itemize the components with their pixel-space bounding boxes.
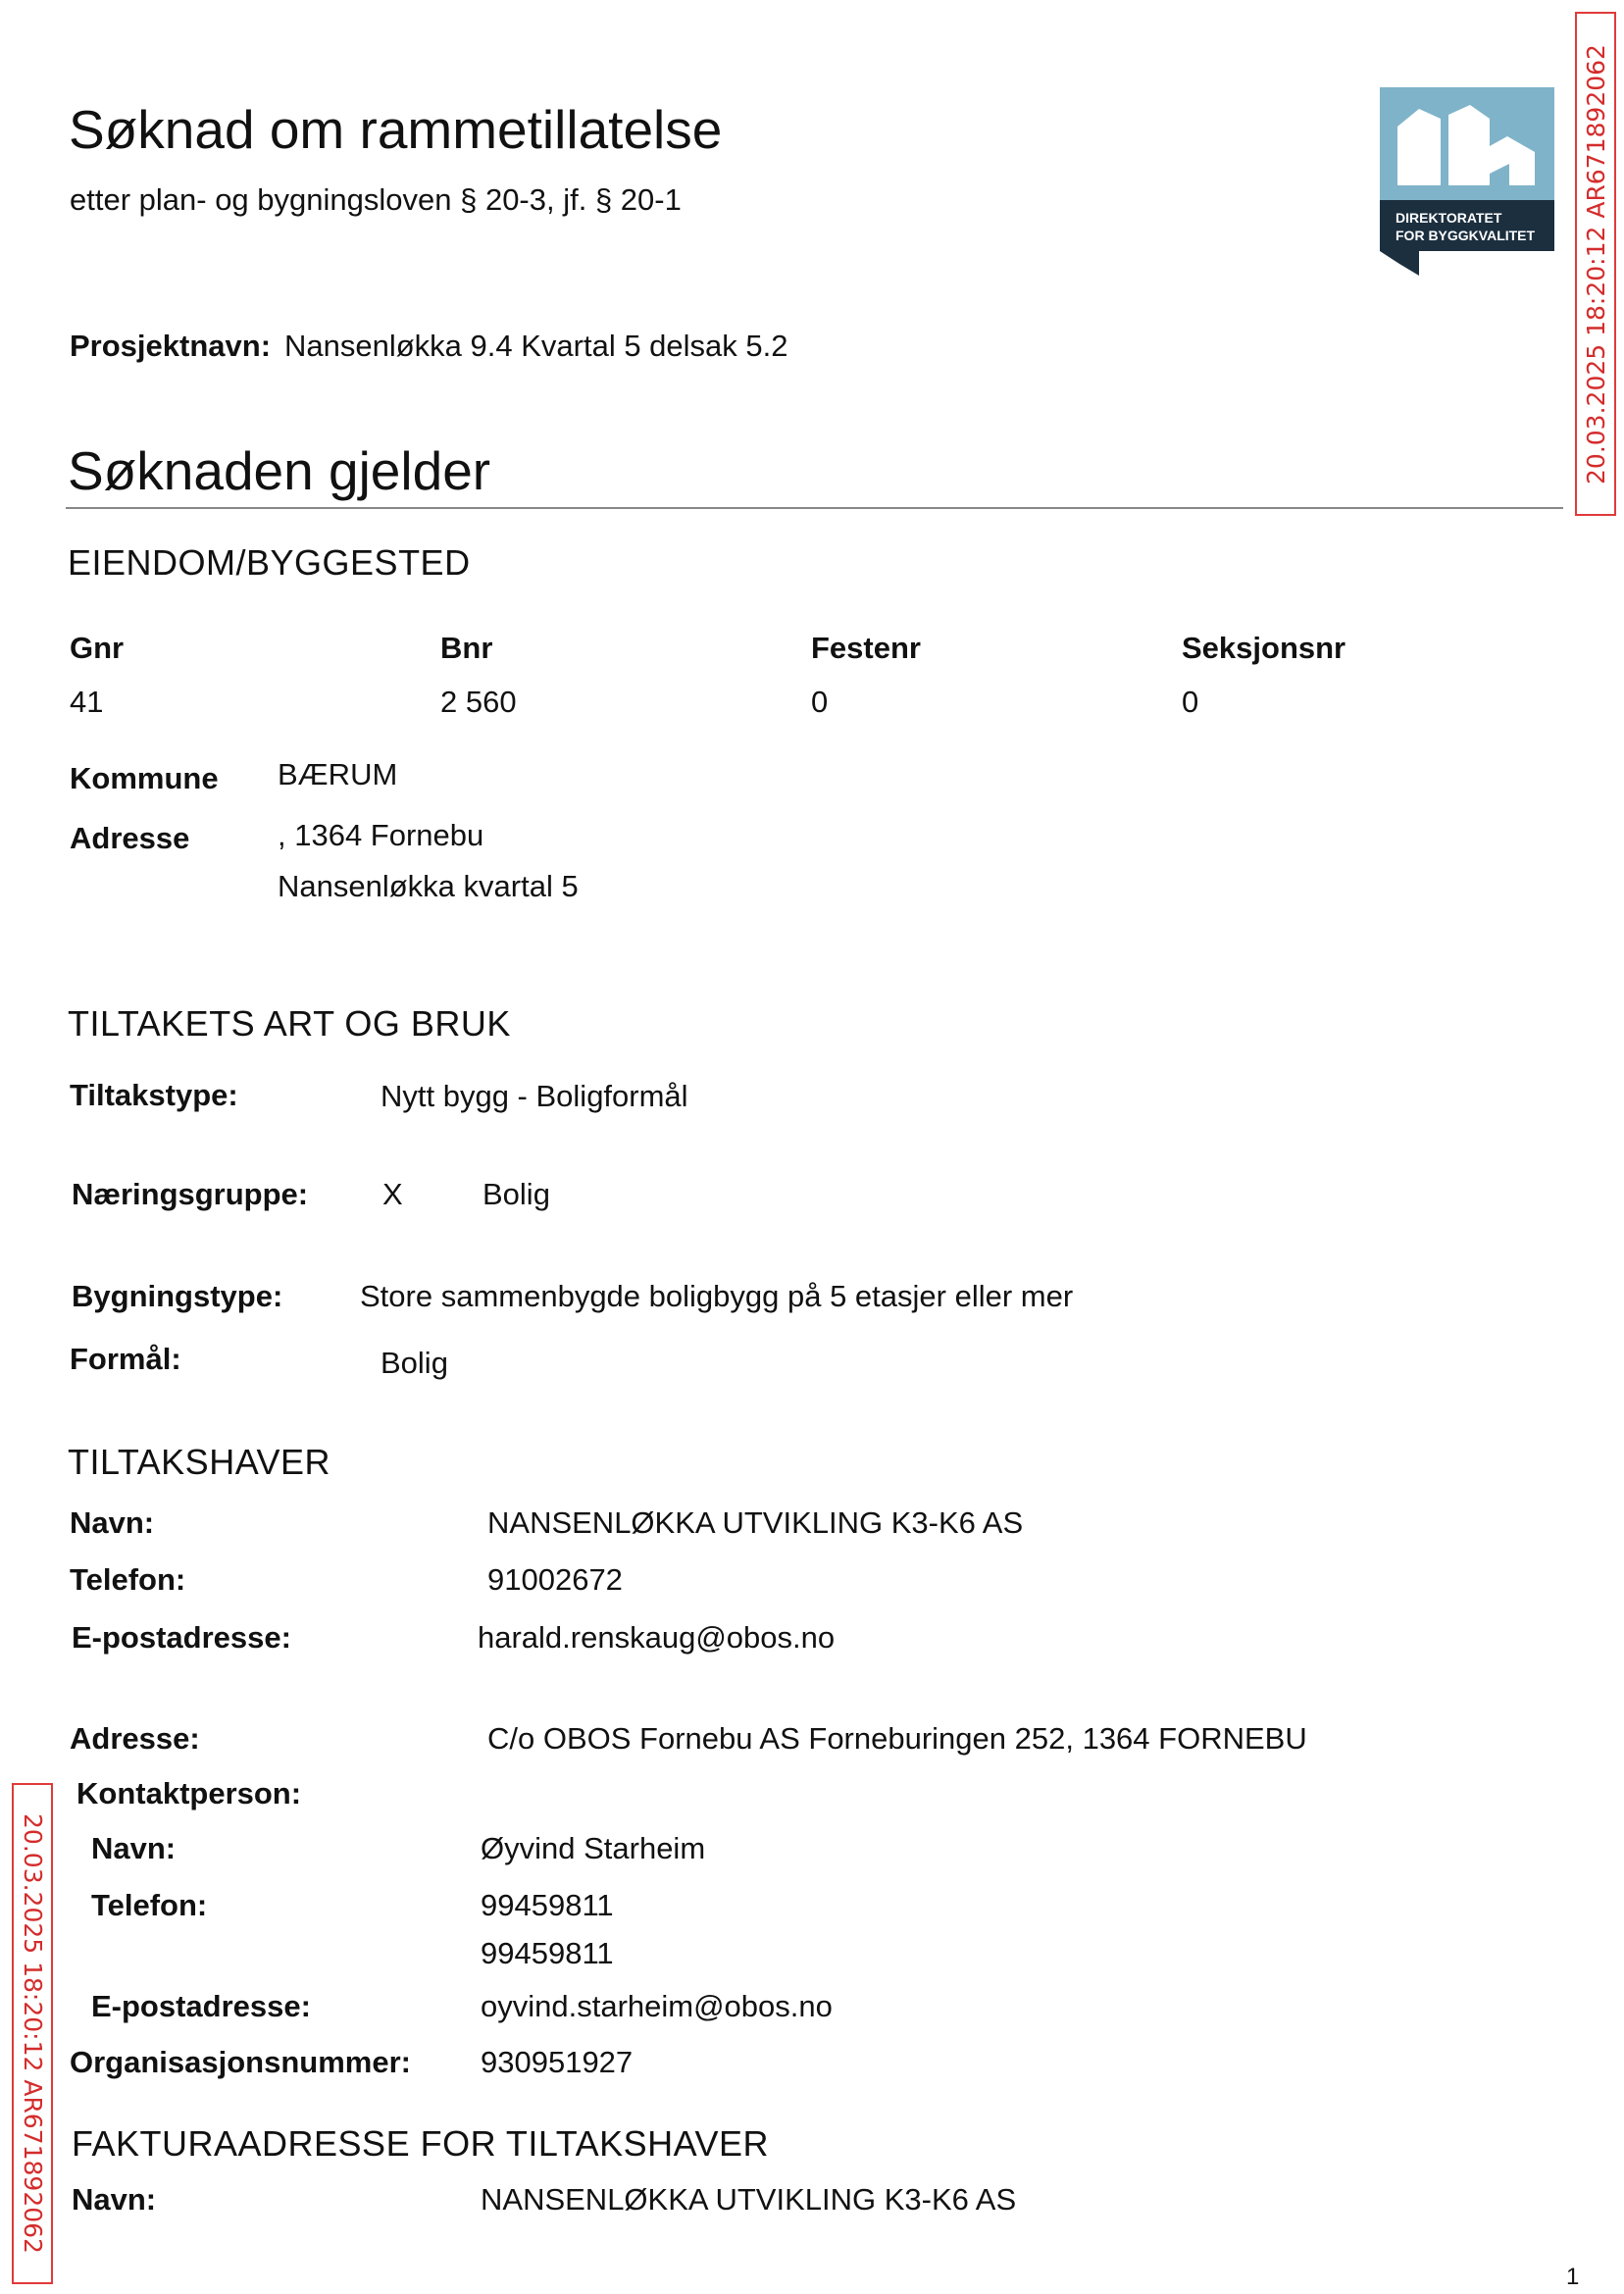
property-heading: EIENDOM/BYGGESTED — [68, 542, 471, 583]
kontakt-telefon-value: 99459811 — [481, 1888, 614, 1922]
bnr-value: 2 560 — [440, 685, 517, 719]
adresse-line1: , 1364 Fornebu — [278, 818, 484, 852]
logo-bottom-block — [1380, 200, 1554, 251]
tiltak-heading: TILTAKETS ART OG BRUK — [68, 1003, 511, 1044]
orgnr-label: Organisasjonsnummer: — [70, 2045, 411, 2079]
document-title: Søknad om rammetillatelse — [69, 99, 723, 160]
seksjonsnr-value: 0 — [1182, 685, 1199, 719]
tiltakshaver-adresse-value: C/o OBOS Fornebu AS Forneburingen 252, 1364 FORNEBU — [487, 1721, 1307, 1756]
project-name-value: Nansenløkka 9.4 Kvartal 5 delsak 5.2 — [284, 329, 788, 363]
kommune-label: Kommune — [70, 761, 219, 795]
kommune-value: BÆRUM — [278, 757, 398, 791]
adresse-line2: Nansenløkka kvartal 5 — [278, 869, 579, 903]
bygningstype-value: Store sammenbygde boligbygg på 5 etasjer eller mer — [360, 1279, 1074, 1313]
dibk-logo — [1380, 87, 1554, 276]
logo-tab-shape — [1380, 251, 1419, 276]
tiltakshaver-epost-value: harald.renskaug@obos.no — [478, 1620, 836, 1655]
faktura-heading: FAKTURAADRESSE FOR TILTAKSHAVER — [72, 2123, 769, 2164]
adresse-label: Adresse — [70, 821, 190, 855]
bygningstype-label: Bygningstype: — [72, 1279, 283, 1313]
formal-value: Bolig — [381, 1346, 448, 1380]
formal-label: Formål: — [70, 1342, 181, 1376]
tiltakshaver-epost-label: E-postadresse: — [72, 1620, 291, 1655]
naeringsgruppe-value: Bolig — [482, 1177, 550, 1211]
tiltakshaver-navn-label: Navn: — [70, 1505, 155, 1540]
project-name-label: Prosjektnavn: — [70, 329, 272, 363]
kontaktperson-label: Kontaktperson: — [76, 1776, 302, 1810]
naeringsgruppe-label: Næringsgruppe: — [72, 1177, 309, 1211]
gnr-value: 41 — [70, 685, 104, 719]
receipt-stamp-top — [1575, 12, 1616, 516]
festenr-value: 0 — [811, 685, 829, 719]
seksjonsnr-label: Seksjonsnr — [1182, 631, 1346, 665]
naeringsgruppe-code: X — [382, 1177, 403, 1211]
tiltakshaver-heading: TILTAKSHAVER — [68, 1442, 331, 1482]
logo-text-line1: DIREKTORATET — [1396, 210, 1502, 226]
tiltakstype-value: Nytt bygg - Boligformål — [381, 1079, 688, 1113]
faktura-navn-value: NANSENLØKKA UTVIKLING K3-K6 AS — [481, 2182, 1017, 2217]
kontakt-telefon-value: 99459811 — [481, 1936, 614, 1970]
kontakt-epost-value: oyvind.starheim@obos.no — [481, 1989, 833, 2023]
tiltakshaver-telefon-value: 91002672 — [487, 1562, 623, 1597]
section-title: Søknaden gjelder — [68, 440, 491, 501]
tiltakshaver-telefon-label: Telefon: — [70, 1562, 186, 1597]
section-divider — [66, 507, 1563, 509]
festenr-label: Festenr — [811, 631, 921, 665]
tiltakshaver-navn-value: NANSENLØKKA UTVIKLING K3-K6 AS — [487, 1505, 1024, 1540]
tiltakshaver-adresse-label: Adresse: — [70, 1721, 200, 1756]
kontakt-navn-label: Navn: — [91, 1831, 177, 1865]
tiltakstype-label: Tiltakstype: — [70, 1078, 238, 1112]
orgnr-value: 930951927 — [481, 2045, 634, 2079]
receipt-stamp-text: 20.03.2025 18:20:12 AR671892062 — [1581, 43, 1610, 484]
receipt-stamp-text: 20.03.2025 18:20:12 AR671892062 — [18, 1813, 47, 2254]
gnr-label: Gnr — [70, 631, 125, 665]
receipt-stamp-bottom — [12, 1783, 53, 2284]
faktura-navn-label: Navn: — [72, 2182, 157, 2217]
document-subtitle: etter plan- og bygningsloven § 20-3, jf. § 20-1 — [70, 182, 682, 217]
logo-text-line2: FOR BYGGKVALITET — [1396, 228, 1536, 243]
kontakt-navn-value: Øyvind Starheim — [481, 1831, 706, 1865]
page-number: 1 — [1566, 2264, 1580, 2290]
bnr-label: Bnr — [440, 631, 493, 665]
kontakt-epost-label: E-postadresse: — [91, 1989, 311, 2023]
kontakt-telefon-label: Telefon: — [91, 1888, 208, 1922]
